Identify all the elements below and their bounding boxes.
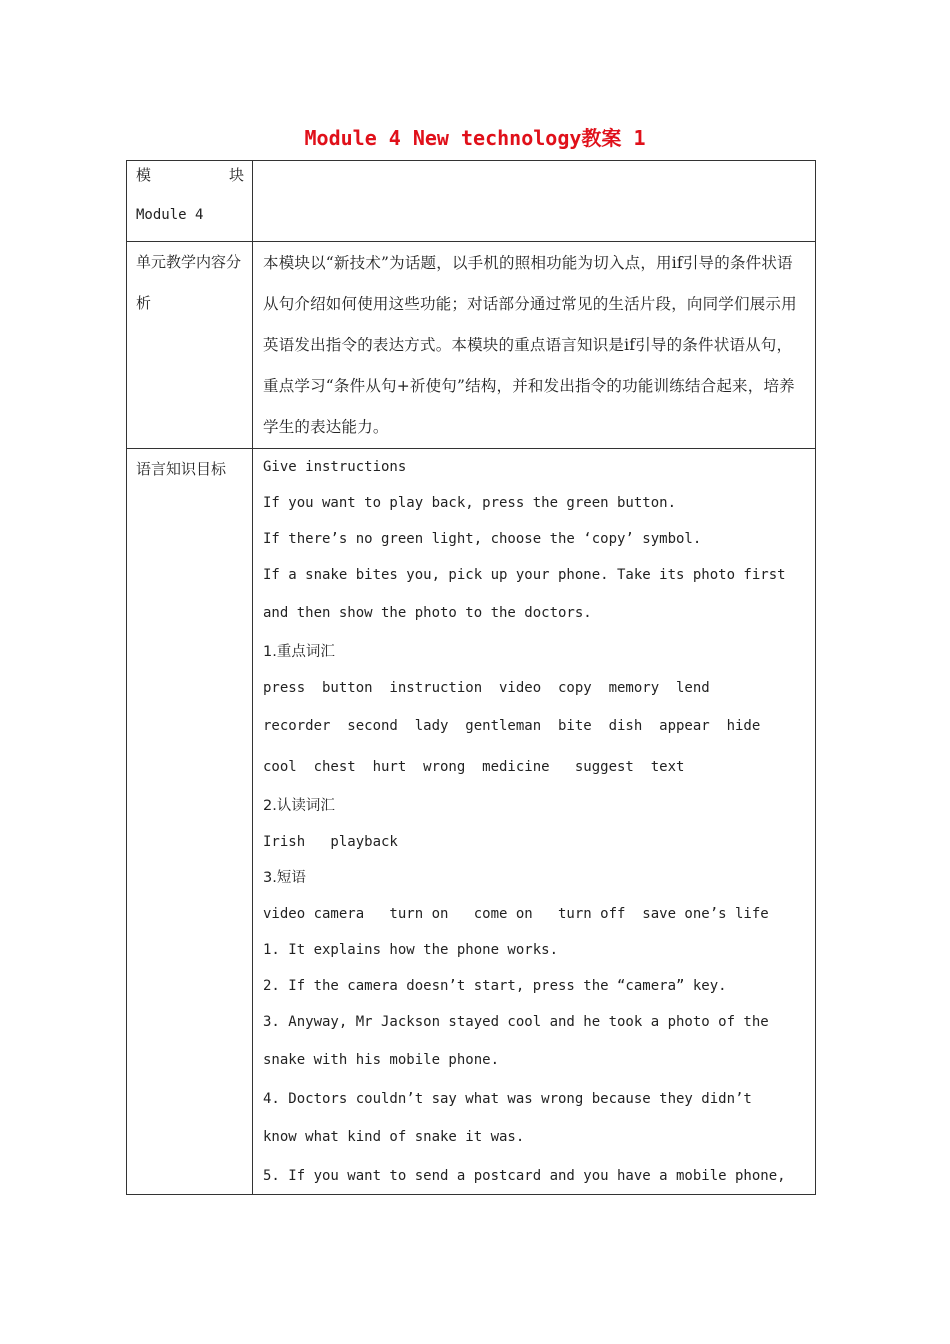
language-label: 语言知识目标	[136, 460, 227, 478]
analysis-text: 本模块以“新技术”为话题，以手机的照相功能为切入点，用if引导的条件状语从句介绍如何使用这些功能；对话部分通过常见的生活片段，向同学们展示用英语发出指令的表达方式。本模块的重点语言知识是if引导的条件状语从句，重点学习“条件从句+祈使句”结构，并和发出指令的功能训练结合起来，培养学生的表达能力。	[263, 254, 797, 436]
analysis-content-cell	[253, 242, 816, 449]
analysis-row	[127, 242, 816, 449]
sentence-line: 1. It explains how the phone works.	[263, 942, 559, 958]
language-content-cell	[253, 449, 816, 1195]
goal-line: Give instructions	[263, 459, 407, 475]
module-label-cell	[127, 161, 253, 242]
section-heading: 2.认读词汇	[263, 798, 335, 814]
module-content-cell	[253, 161, 816, 242]
goal-line: If there’s no green light, choose the ‘copy’ symbol.	[263, 531, 702, 547]
section-heading: 3.短语	[263, 870, 306, 886]
analysis-label: 单元教学内容分析	[136, 253, 242, 312]
vocab-line: press button instruction video copy memory lend	[263, 680, 710, 696]
language-label-cell	[127, 449, 253, 1195]
goal-line: If you want to play back, press the green button.	[263, 495, 677, 511]
sentence-line: know what kind of snake it was.	[263, 1129, 525, 1145]
page-title: Module 4 New technology教案 1	[304, 126, 646, 150]
section-heading: 1.重点词汇	[263, 644, 335, 660]
vocab-line: recorder second lady gentleman bite dish appear hide	[263, 718, 761, 734]
phrase-line: video camera turn on come on turn off save one’s life	[263, 906, 769, 922]
module-label-sub: Module 4	[136, 207, 204, 223]
module-label-char-2: 块	[228, 166, 244, 184]
vocab-line: cool chest hurt wrong medicine suggest text	[263, 759, 685, 775]
sentence-line: 5. If you want to send a postcard and you have a mobile phone,	[263, 1168, 786, 1184]
goal-line: and then show the photo to the doctors.	[263, 605, 592, 621]
sentence-line: snake with his mobile phone.	[263, 1052, 500, 1068]
analysis-label-cell	[127, 242, 253, 449]
sentence-line: 3. Anyway, Mr Jackson stayed cool and he took a photo of the	[263, 1014, 769, 1030]
language-row	[127, 449, 816, 1195]
sentence-line: 2. If the camera doesn’t start, press the “camera” key.	[263, 978, 727, 994]
lesson-plan-table	[126, 160, 816, 1195]
goal-line: If a snake bites you, pick up your phone. Take its photo first	[263, 567, 786, 583]
module-label-char-1: 模	[136, 166, 152, 184]
vocab-line: Irish playback	[263, 834, 398, 850]
sentence-line: 4. Doctors couldn’t say what was wrong because they didn’t	[263, 1091, 752, 1107]
module-row	[127, 161, 816, 242]
